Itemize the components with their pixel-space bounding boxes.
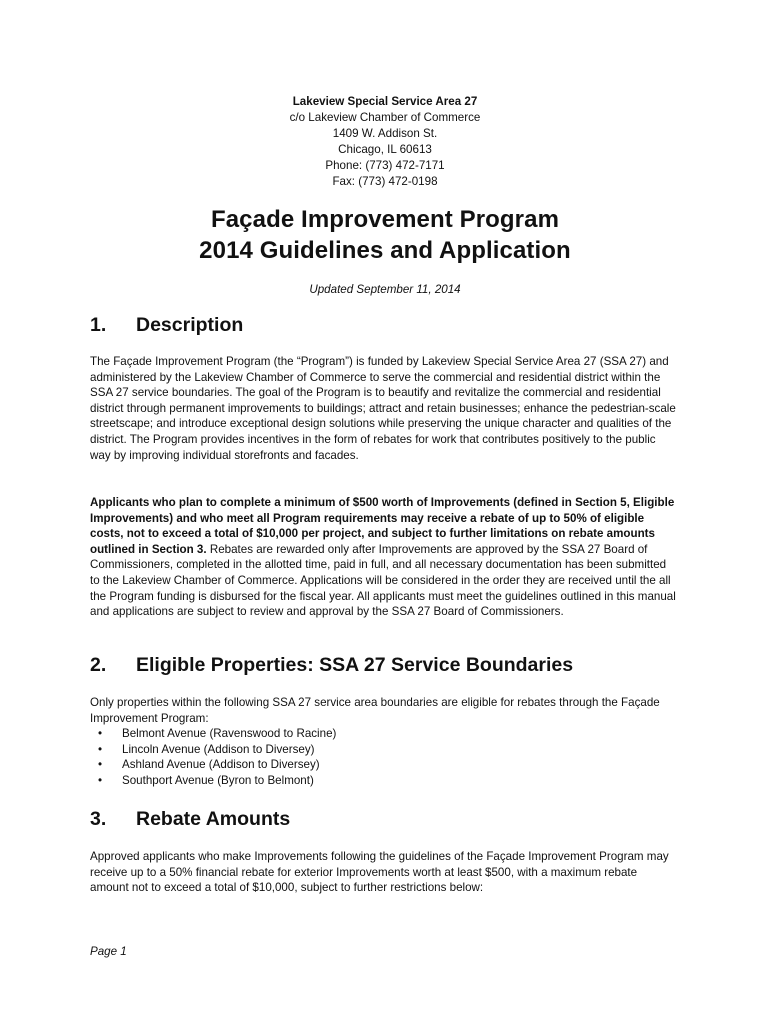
list-item: • Belmont Avenue (Ravenswood to Racine) [122,726,678,742]
eligible-properties-text: Only properties within the following SSA 27 service area boundaries are eligible for rebates through the Façade Improvement Program: [90,696,660,725]
section-heading [90,807,678,831]
section-heading [90,313,678,337]
section-eligible-properties [90,653,678,677]
phone-number: Phone: (773) 472-7171 [325,159,445,172]
organization-name: Lakeview Special Service Area 27 [292,95,478,108]
eligible-properties-body [90,695,678,789]
eligibility-rest-text: Rebates are rewarded only after Improvements are approved by the SSA 27 Board of Commissioners, completed in the allotted time, paid in full, and all necessary documentation has been submitted to the Lakeview Chamber of Commerce. Applications will be considered in the order they are received until the all the Program funding is disbursed for the fiscal year. All applicants must meet the guidelines outlined in this manual and applications are subject to review and approval by the SSA 27 Board of Commissioners. [90,542,676,619]
eligibility-text [90,495,678,620]
section-title: Rebate Amounts [136,808,291,830]
fax-number: Fax: (773) 472-0198 [332,175,438,188]
section-title: Description [136,314,244,336]
section-heading [90,653,678,677]
document-title [0,204,770,266]
description-text: The Façade Improvement Program (the “Program”) is funded by Lakeview Special Service Area 27 (SSA 27) and administered by the Lakeview Chamber of Commerce to serve the commercial and residential district within the SSA 27 service boundaries. The goal of the Program is to beautify and revitalize the commercial and residential district through permanent improvements to buildings; attract and retain businesses; enhance the pedestrian-scale streetscape; and introduce exceptional design solutions while preserving the unique character and qualities of the district. The Program provides incentives in the form of rebates for work that contributes positively to the public way by improving individual storefronts and facades. [90,355,676,462]
rebate-amounts-body [90,849,678,896]
rebate-amounts-text: Approved applicants who make Improvements following the guidelines of the Façade Improvement Program may receive up to a 50% financial rebate for exterior Improvements worth at least $500, with a maximum rebate amount not to exceed a total of $10,000, subject to further restrictions below: [90,850,669,895]
updated-date: Updated September 11, 2014 [309,283,461,296]
city-state-zip: Chicago, IL 60613 [338,143,432,156]
section-title: Eligible Properties: SSA 27 Service Boundaries [136,654,574,676]
section-rebate-amounts [90,807,678,831]
list-item: • Southport Avenue (Byron to Belmont) [122,773,678,789]
list-item: • Ashland Avenue (Addison to Diversey) [122,757,678,773]
eligibility-paragraph [90,495,678,620]
street-address: 1409 W. Addison St. [332,127,438,140]
title-line-2: 2014 Guidelines and Application [199,237,571,264]
description-paragraph [90,354,678,463]
title-line-1: Façade Improvement Program [210,206,560,233]
section-number: 2. [90,654,107,676]
boundary-list [90,726,678,788]
list-item: • Lincoln Avenue (Addison to Diversey) [122,742,678,758]
section-number: 1. [90,314,107,336]
page-number: Page 1 [90,945,127,958]
section-number: 3. [90,808,107,830]
section-description [90,313,678,337]
eligibility-bold-text: Applicants who plan to complete a minimum of $500 worth of Improvements (defined in Section 5, Eligible Improvements) and who meet all Program requirements may receive a rebate of up to 50% of eligible costs, not to exceed a total of $10,000 per project, and subject to further limitations on rebate amounts outlined in Section 3. [90,496,675,556]
organization-address-block [0,94,770,190]
care-of-line: c/o Lakeview Chamber of Commerce [289,111,481,124]
